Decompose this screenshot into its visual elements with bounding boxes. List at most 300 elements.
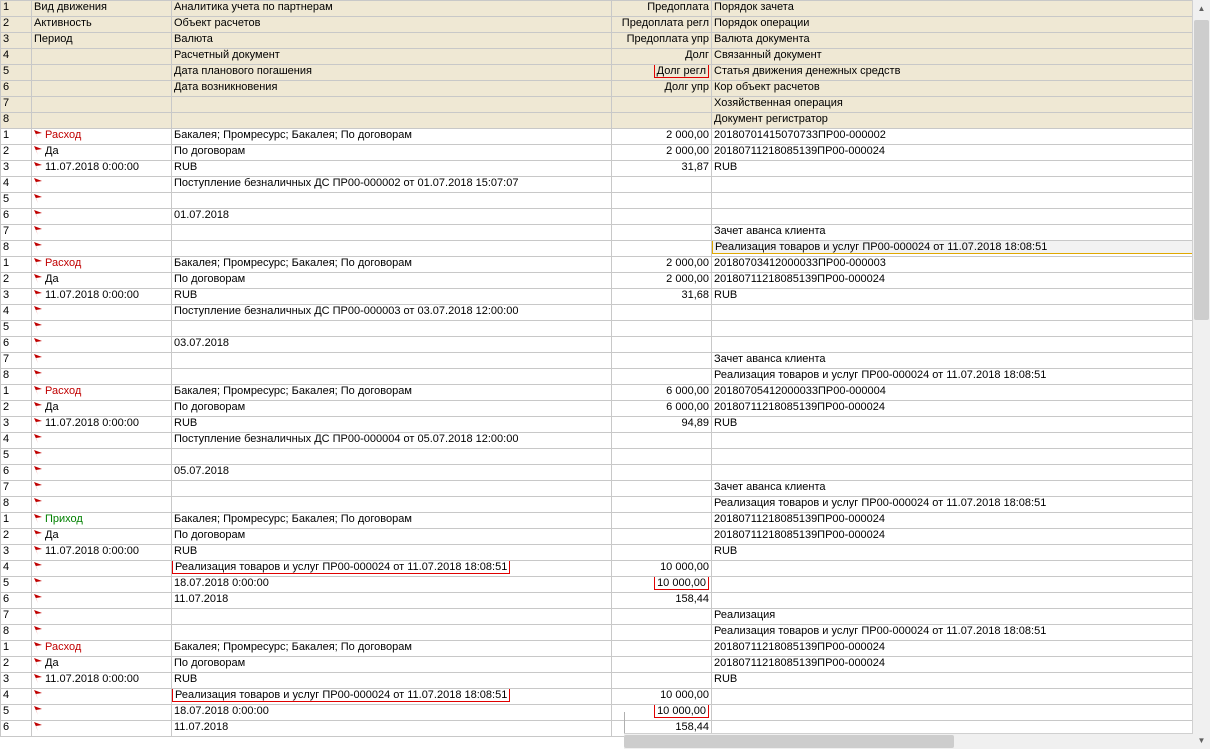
document-cell[interactable] — [712, 337, 1194, 353]
movement-type-cell[interactable] — [32, 305, 172, 321]
table-row[interactable] — [1, 449, 1194, 465]
analytics-cell[interactable] — [172, 273, 612, 289]
analytics-cell[interactable] — [172, 209, 612, 225]
table-row[interactable] — [1, 369, 1194, 385]
row-number[interactable] — [1, 369, 32, 385]
amount-cell[interactable] — [612, 529, 712, 545]
movement-type-cell[interactable] — [32, 449, 172, 465]
analytics-cell[interactable] — [172, 481, 612, 497]
movement-type-cell[interactable] — [32, 465, 172, 481]
amount-cell-text: 6 000,00 — [666, 401, 709, 413]
document-cell[interactable] — [712, 481, 1194, 497]
document-cell[interactable] — [712, 561, 1194, 577]
horizontal-scrollbar[interactable] — [624, 733, 1193, 749]
field-name-cell[interactable] — [172, 33, 612, 49]
analytics-cell[interactable] — [172, 529, 612, 545]
analytics-cell[interactable] — [172, 593, 612, 609]
movement-type-cell[interactable] — [32, 497, 172, 513]
document-cell[interactable] — [712, 129, 1194, 145]
document-cell[interactable] — [712, 193, 1194, 209]
movement-type-cell[interactable] — [32, 273, 172, 289]
analytics-cell[interactable] — [172, 577, 612, 593]
movement-type-cell[interactable] — [32, 433, 172, 449]
movement-type-cell[interactable] — [32, 577, 172, 593]
row-number[interactable] — [1, 593, 32, 609]
row-number[interactable] — [1, 65, 32, 81]
table-row[interactable] — [1, 321, 1194, 337]
document-cell[interactable] — [712, 273, 1194, 289]
row-number[interactable] — [1, 545, 32, 561]
row-number[interactable] — [1, 17, 32, 33]
analytics-cell[interactable] — [172, 465, 612, 481]
document-cell[interactable] — [712, 689, 1194, 705]
row-number[interactable] — [1, 433, 32, 449]
movement-type-cell[interactable] — [32, 545, 172, 561]
table-row[interactable] — [1, 641, 1194, 657]
row-number[interactable] — [1, 81, 32, 97]
table-row[interactable] — [1, 673, 1194, 689]
row-number[interactable] — [1, 657, 32, 673]
field-name-cell[interactable] — [712, 113, 1194, 129]
document-cell[interactable] — [712, 161, 1194, 177]
document-cell[interactable] — [712, 449, 1194, 465]
amount-cell-text: 10 000,00 — [660, 689, 709, 701]
document-cell[interactable] — [712, 673, 1194, 689]
table-row[interactable] — [1, 129, 1194, 145]
analytics-cell[interactable] — [172, 497, 612, 513]
amount-cell[interactable] — [612, 545, 712, 561]
row-number[interactable] — [1, 337, 32, 353]
movement-type-cell[interactable] — [32, 657, 172, 673]
analytics-cell[interactable] — [172, 609, 612, 625]
document-cell[interactable] — [712, 305, 1194, 321]
analytics-cell[interactable] — [172, 161, 612, 177]
field-name-cell[interactable] — [712, 33, 1194, 49]
analytics-cell[interactable] — [172, 305, 612, 321]
row-number[interactable] — [1, 673, 32, 689]
field-name-cell[interactable] — [172, 49, 612, 65]
table-row[interactable] — [1, 337, 1194, 353]
amount-cell[interactable] — [612, 449, 712, 465]
field-name-cell[interactable] — [612, 97, 712, 113]
field-name-cell[interactable] — [32, 113, 172, 129]
document-cell[interactable] — [712, 241, 1194, 257]
movement-type-cell[interactable] — [32, 225, 172, 241]
movement-type-cell[interactable] — [32, 673, 172, 689]
movement-type-cell[interactable] — [32, 321, 172, 337]
field-name-cell[interactable] — [612, 49, 712, 65]
movement-type-cell-text: Приход — [45, 513, 83, 525]
header-row — [1, 97, 1194, 113]
amount-cell[interactable] — [612, 193, 712, 209]
analytics-cell[interactable] — [172, 641, 612, 657]
row-number[interactable] — [1, 529, 32, 545]
vertical-scroll-thumb[interactable] — [1194, 20, 1209, 320]
field-name-cell[interactable] — [32, 33, 172, 49]
field-name-cell[interactable] — [172, 65, 612, 81]
amount-cell[interactable] — [612, 129, 712, 145]
table-row[interactable] — [1, 481, 1194, 497]
analytics-cell[interactable] — [172, 289, 612, 305]
movement-type-cell[interactable] — [32, 401, 172, 417]
field-name-cell[interactable] — [612, 81, 712, 97]
movement-type-cell[interactable] — [32, 257, 172, 273]
document-cell[interactable] — [712, 385, 1194, 401]
field-name-cell[interactable] — [32, 97, 172, 113]
field-name-cell[interactable] — [32, 17, 172, 33]
analytics-cell[interactable] — [172, 353, 612, 369]
table-row[interactable] — [1, 273, 1194, 289]
document-cell-text: 20180703412000033ПР00-000003 — [714, 257, 886, 269]
row-number[interactable] — [1, 609, 32, 625]
table-row[interactable] — [1, 593, 1194, 609]
document-cell[interactable] — [712, 641, 1194, 657]
amount-cell[interactable] — [612, 577, 712, 593]
row-number-text: 6 — [3, 337, 10, 349]
table-row[interactable] — [1, 145, 1194, 161]
movement-type-cell[interactable] — [32, 241, 172, 257]
amount-cell[interactable] — [612, 417, 712, 433]
table-row[interactable] — [1, 225, 1194, 241]
document-cell-text: RUB — [714, 161, 738, 173]
row-number[interactable] — [1, 321, 32, 337]
document-cell[interactable] — [712, 497, 1194, 513]
movement-type-cell[interactable] — [32, 337, 172, 353]
document-cell[interactable] — [712, 289, 1194, 305]
document-cell[interactable] — [712, 609, 1194, 625]
row-number[interactable] — [1, 721, 32, 737]
amount-cell[interactable] — [612, 513, 712, 529]
table-row[interactable] — [1, 241, 1194, 257]
analytics-cell[interactable] — [172, 433, 612, 449]
amount-cell[interactable] — [612, 241, 712, 257]
amount-cell[interactable] — [612, 609, 712, 625]
amount-cell[interactable] — [612, 673, 712, 689]
analytics-cell[interactable] — [172, 417, 612, 433]
row-number[interactable] — [1, 401, 32, 417]
row-number[interactable] — [1, 49, 32, 65]
movement-type-cell[interactable] — [32, 369, 172, 385]
movement-type-cell[interactable] — [32, 289, 172, 305]
document-cell[interactable] — [712, 401, 1194, 417]
row-number[interactable] — [1, 225, 32, 241]
document-cell[interactable] — [712, 529, 1194, 545]
movement-type-cell[interactable] — [32, 385, 172, 401]
field-name-cell[interactable] — [712, 81, 1194, 97]
row-number[interactable] — [1, 497, 32, 513]
row-number[interactable] — [1, 129, 32, 145]
field-name-cell[interactable] — [32, 81, 172, 97]
amount-cell[interactable] — [612, 385, 712, 401]
document-cell[interactable] — [712, 577, 1194, 593]
amount-cell[interactable] — [612, 561, 712, 577]
document-cell[interactable] — [712, 225, 1194, 241]
table-row[interactable] — [1, 353, 1194, 369]
amount-cell-text: 2 000,00 — [666, 257, 709, 269]
row-marker-icon — [34, 626, 43, 635]
amount-cell[interactable] — [612, 161, 712, 177]
field-name-cell[interactable] — [612, 17, 712, 33]
amount-cell[interactable] — [612, 273, 712, 289]
table-row[interactable] — [1, 257, 1194, 273]
row-marker-icon — [34, 258, 43, 267]
amount-cell[interactable] — [612, 209, 712, 225]
table-row[interactable] — [1, 705, 1194, 721]
field-name-cell[interactable] — [712, 97, 1194, 113]
table-row[interactable] — [1, 497, 1194, 513]
document-cell[interactable] — [712, 353, 1194, 369]
analytics-cell[interactable] — [172, 145, 612, 161]
analytics-cell-text: 18.07.2018 0:00:00 — [174, 705, 269, 717]
table-row[interactable] — [1, 609, 1194, 625]
row-number-text: 6 — [3, 465, 10, 477]
table-row[interactable] — [1, 161, 1194, 177]
analytics-cell[interactable] — [172, 193, 612, 209]
analytics-cell[interactable] — [172, 545, 612, 561]
field-name-cell[interactable] — [172, 1, 612, 17]
amount-cell-text: 158,44 — [675, 593, 709, 605]
analytics-cell[interactable] — [172, 449, 612, 465]
row-number-text: 5 — [3, 193, 10, 205]
amount-cell[interactable] — [612, 401, 712, 417]
document-cell[interactable] — [712, 513, 1194, 529]
table-row[interactable] — [1, 577, 1194, 593]
row-number-text: 5 — [3, 65, 10, 77]
amount-cell-text: 31,87 — [681, 161, 709, 173]
analytics-cell[interactable] — [172, 625, 612, 641]
analytics-cell[interactable] — [172, 241, 612, 257]
movement-type-cell[interactable] — [32, 529, 172, 545]
row-number[interactable] — [1, 161, 32, 177]
row-number[interactable] — [1, 449, 32, 465]
document-cell[interactable] — [712, 545, 1194, 561]
movement-type-cell[interactable] — [32, 145, 172, 161]
analytics-cell[interactable] — [172, 705, 612, 721]
row-marker-icon — [34, 690, 43, 699]
field-name-cell[interactable] — [612, 65, 712, 81]
row-number[interactable] — [1, 561, 32, 577]
movement-type-cell[interactable] — [32, 705, 172, 721]
document-cell[interactable] — [712, 625, 1194, 641]
document-cell[interactable] — [712, 657, 1194, 673]
document-cell-text: Реализация товаров и услуг ПР00-000024 от 11.07.2018 18:08:51 — [714, 497, 1047, 509]
table-row[interactable] — [1, 289, 1194, 305]
row-number[interactable] — [1, 385, 32, 401]
vertical-scrollbar[interactable] — [1192, 0, 1210, 749]
analytics-cell[interactable] — [172, 129, 612, 145]
row-number[interactable] — [1, 705, 32, 721]
row-number[interactable] — [1, 145, 32, 161]
amount-cell[interactable] — [612, 689, 712, 705]
amount-cell[interactable] — [612, 497, 712, 513]
table-row[interactable] — [1, 529, 1194, 545]
analytics-cell[interactable] — [172, 337, 612, 353]
horizontal-scroll-thumb[interactable] — [624, 735, 954, 748]
amount-cell[interactable] — [612, 289, 712, 305]
scroll-up-button[interactable] — [1193, 0, 1210, 17]
field-name-cell-text: Дата планового погашения — [174, 65, 312, 77]
scroll-down-button[interactable] — [1193, 732, 1210, 749]
amount-cell[interactable] — [612, 305, 712, 321]
amount-cell[interactable] — [612, 177, 712, 193]
movement-type-cell[interactable] — [32, 209, 172, 225]
document-cell[interactable] — [712, 177, 1194, 193]
row-number[interactable] — [1, 1, 32, 17]
analytics-cell[interactable] — [172, 721, 612, 737]
analytics-cell[interactable] — [172, 257, 612, 273]
row-number[interactable] — [1, 513, 32, 529]
movement-type-cell[interactable] — [32, 161, 172, 177]
movement-type-cell[interactable] — [32, 625, 172, 641]
amount-cell[interactable] — [612, 369, 712, 385]
movement-type-cell[interactable] — [32, 609, 172, 625]
field-name-cell-text: Валюта — [174, 33, 213, 45]
field-name-cell[interactable] — [32, 1, 172, 17]
amount-cell[interactable] — [612, 657, 712, 673]
amount-cell[interactable] — [612, 465, 712, 481]
row-number[interactable] — [1, 577, 32, 593]
field-name-cell[interactable] — [712, 1, 1194, 17]
movement-type-cell[interactable] — [32, 193, 172, 209]
row-number[interactable] — [1, 113, 32, 129]
amount-cell[interactable] — [612, 481, 712, 497]
horizontal-splitter[interactable] — [624, 712, 625, 734]
amount-cell[interactable] — [612, 225, 712, 241]
row-marker-icon — [34, 610, 43, 619]
movement-type-cell[interactable] — [32, 561, 172, 577]
analytics-cell[interactable] — [172, 561, 612, 577]
movement-type-cell[interactable] — [32, 689, 172, 705]
amount-cell[interactable] — [612, 257, 712, 273]
analytics-cell[interactable] — [172, 369, 612, 385]
field-name-cell[interactable] — [172, 113, 612, 129]
row-number[interactable] — [1, 689, 32, 705]
movement-type-cell[interactable] — [32, 641, 172, 657]
table-row[interactable] — [1, 561, 1194, 577]
document-cell[interactable] — [712, 321, 1194, 337]
document-cell[interactable] — [712, 257, 1194, 273]
chevron-up-icon: ▲ — [1197, 4, 1206, 13]
field-name-cell[interactable] — [32, 65, 172, 81]
row-number[interactable] — [1, 241, 32, 257]
table-row[interactable] — [1, 401, 1194, 417]
field-name-cell[interactable] — [612, 33, 712, 49]
field-name-cell-text: Кор объект расчетов — [714, 81, 820, 93]
table-row[interactable] — [1, 657, 1194, 673]
analytics-cell[interactable] — [172, 321, 612, 337]
table-row[interactable] — [1, 209, 1194, 225]
field-name-cell[interactable] — [612, 113, 712, 129]
row-number-text: 1 — [3, 1, 10, 13]
amount-cell[interactable] — [612, 321, 712, 337]
analytics-cell[interactable] — [172, 513, 612, 529]
row-number[interactable] — [1, 641, 32, 657]
table-row[interactable] — [1, 417, 1194, 433]
analytics-cell[interactable] — [172, 401, 612, 417]
analytics-cell[interactable] — [172, 689, 612, 705]
table-row[interactable] — [1, 177, 1194, 193]
amount-cell[interactable] — [612, 625, 712, 641]
amount-cell[interactable] — [612, 593, 712, 609]
field-name-cell[interactable] — [712, 65, 1194, 81]
row-marker-icon — [34, 306, 43, 315]
row-number[interactable] — [1, 353, 32, 369]
table-row[interactable] — [1, 305, 1194, 321]
field-name-cell[interactable] — [172, 97, 612, 113]
document-cell[interactable] — [712, 705, 1194, 721]
row-number[interactable] — [1, 209, 32, 225]
row-number[interactable] — [1, 305, 32, 321]
analytics-cell[interactable] — [172, 225, 612, 241]
row-number[interactable] — [1, 193, 32, 209]
movement-type-cell[interactable] — [32, 593, 172, 609]
movement-type-cell[interactable] — [32, 417, 172, 433]
document-cell[interactable] — [712, 593, 1194, 609]
row-number[interactable] — [1, 273, 32, 289]
document-cell[interactable] — [712, 209, 1194, 225]
field-name-cell[interactable] — [32, 49, 172, 65]
row-number[interactable] — [1, 97, 32, 113]
amount-cell[interactable] — [612, 705, 712, 721]
field-name-cell[interactable] — [612, 1, 712, 17]
table-row[interactable] — [1, 689, 1194, 705]
row-number[interactable] — [1, 417, 32, 433]
row-number[interactable] — [1, 33, 32, 49]
movement-type-cell[interactable] — [32, 177, 172, 193]
field-name-cell[interactable] — [712, 49, 1194, 65]
table-row[interactable] — [1, 193, 1194, 209]
movement-type-cell[interactable] — [32, 481, 172, 497]
row-number[interactable] — [1, 625, 32, 641]
selected-cell-value: Реализация товаров и услуг ПР00-000024 от 11.07.2018 18:08:51 — [712, 241, 1193, 255]
row-number[interactable] — [1, 289, 32, 305]
table-row[interactable] — [1, 545, 1194, 561]
row-marker-icon — [34, 226, 43, 235]
table-row[interactable] — [1, 385, 1194, 401]
document-cell[interactable] — [712, 417, 1194, 433]
field-name-cell[interactable] — [712, 17, 1194, 33]
table-row[interactable] — [1, 625, 1194, 641]
amount-cell[interactable] — [612, 433, 712, 449]
row-number[interactable] — [1, 257, 32, 273]
amount-cell[interactable] — [612, 353, 712, 369]
movement-type-cell[interactable] — [32, 129, 172, 145]
analytics-cell[interactable] — [172, 385, 612, 401]
row-marker-icon — [34, 706, 43, 715]
analytics-cell[interactable] — [172, 657, 612, 673]
row-number[interactable] — [1, 465, 32, 481]
amount-cell[interactable] — [612, 145, 712, 161]
amount-cell[interactable] — [612, 337, 712, 353]
movement-type-cell[interactable] — [32, 513, 172, 529]
field-name-cell[interactable] — [172, 81, 612, 97]
analytics-cell[interactable] — [172, 177, 612, 193]
analytics-cell[interactable] — [172, 673, 612, 689]
table-row[interactable] — [1, 513, 1194, 529]
amount-cell[interactable] — [612, 641, 712, 657]
field-name-cell[interactable] — [172, 17, 612, 33]
table-row[interactable] — [1, 433, 1194, 449]
document-cell[interactable] — [712, 145, 1194, 161]
document-cell[interactable] — [712, 465, 1194, 481]
movement-type-cell[interactable] — [32, 353, 172, 369]
movement-type-cell[interactable] — [32, 721, 172, 737]
document-cell[interactable] — [712, 369, 1194, 385]
table-row[interactable] — [1, 465, 1194, 481]
document-cell[interactable] — [712, 433, 1194, 449]
row-number[interactable] — [1, 481, 32, 497]
row-number[interactable] — [1, 177, 32, 193]
